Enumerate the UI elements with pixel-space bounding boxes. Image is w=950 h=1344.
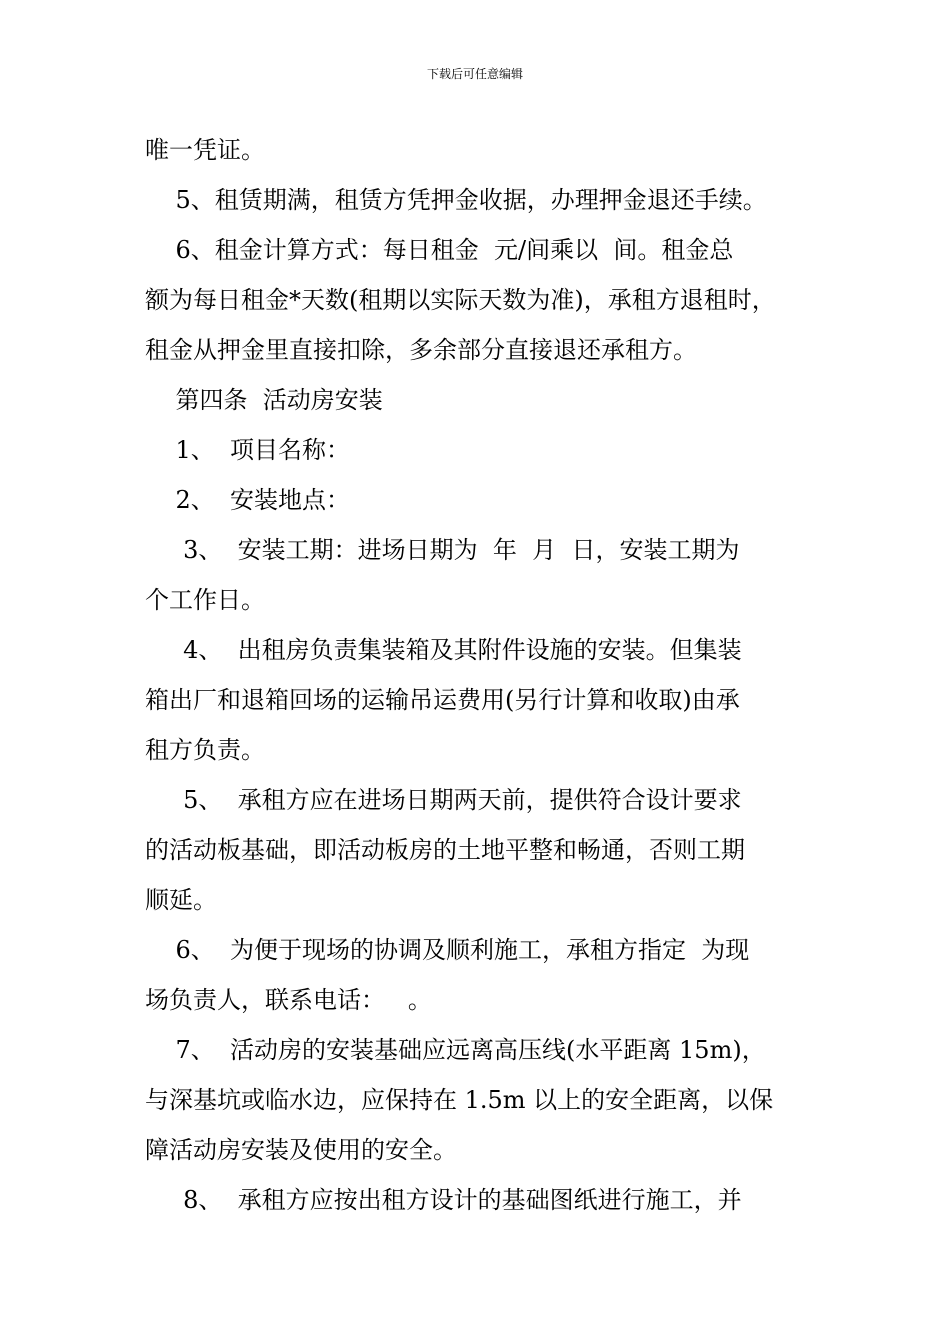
body-line: 场负责人，联系电话： 。 bbox=[145, 986, 432, 1014]
body-line: 障活动房安装及使用的安全。 bbox=[145, 1136, 457, 1164]
body-line: 租方负责。 bbox=[145, 736, 265, 764]
body-line: 3、 安装工期：进场日期为 年 月 日，安装工期为 bbox=[145, 536, 740, 564]
body-line: 箱出厂和退箱回场的运输吊运费用(另行计算和收取)由承 bbox=[145, 686, 740, 714]
body-line: 顺延。 bbox=[145, 886, 217, 914]
body-line: 8、 承租方应按出租方设计的基础图纸进行施工，并 bbox=[145, 1186, 742, 1214]
body-line: 额为每日租金*天数(租期以实际天数为准)，承租方退租时， bbox=[145, 286, 776, 314]
page-header-note: 下载后可任意编辑 bbox=[426, 67, 523, 81]
body-line: 唯一凭证。 bbox=[145, 136, 265, 164]
body-line: 6、租金计算方式：每日租金 元/间乘以 间。租金总 bbox=[145, 236, 734, 264]
body-line: 租金从押金里直接扣除，多余部分直接退还承租方。 bbox=[145, 336, 697, 364]
body-line: 与深基坑或临水边，应保持在 1.5m 以上的安全距离，以保 bbox=[145, 1086, 774, 1114]
body-line: 6、 为便于现场的协调及顺利施工，承租方指定 为现 bbox=[145, 936, 750, 964]
body-line: 个工作日。 bbox=[145, 586, 265, 614]
body-line: 7、 活动房的安装基础应远离高压线(水平距离 15m)， bbox=[145, 1036, 766, 1064]
body-line: 4、 出租房负责集装箱及其附件设施的安装。但集装 bbox=[145, 636, 742, 664]
body-line: 的活动板基础，即活动板房的土地平整和畅通，否则工期 bbox=[145, 836, 745, 864]
section-heading: 第四条 活动房安装 bbox=[145, 386, 383, 414]
body-line: 5、租赁期满，租赁方凭押金收据，办理押金退还手续。 bbox=[145, 186, 767, 214]
body-line: 2、 安装地点： bbox=[145, 486, 351, 514]
body-line: 1、 项目名称： bbox=[145, 436, 351, 464]
body-line: 5、 承租方应在进场日期两天前，提供符合设计要求 bbox=[145, 786, 742, 814]
